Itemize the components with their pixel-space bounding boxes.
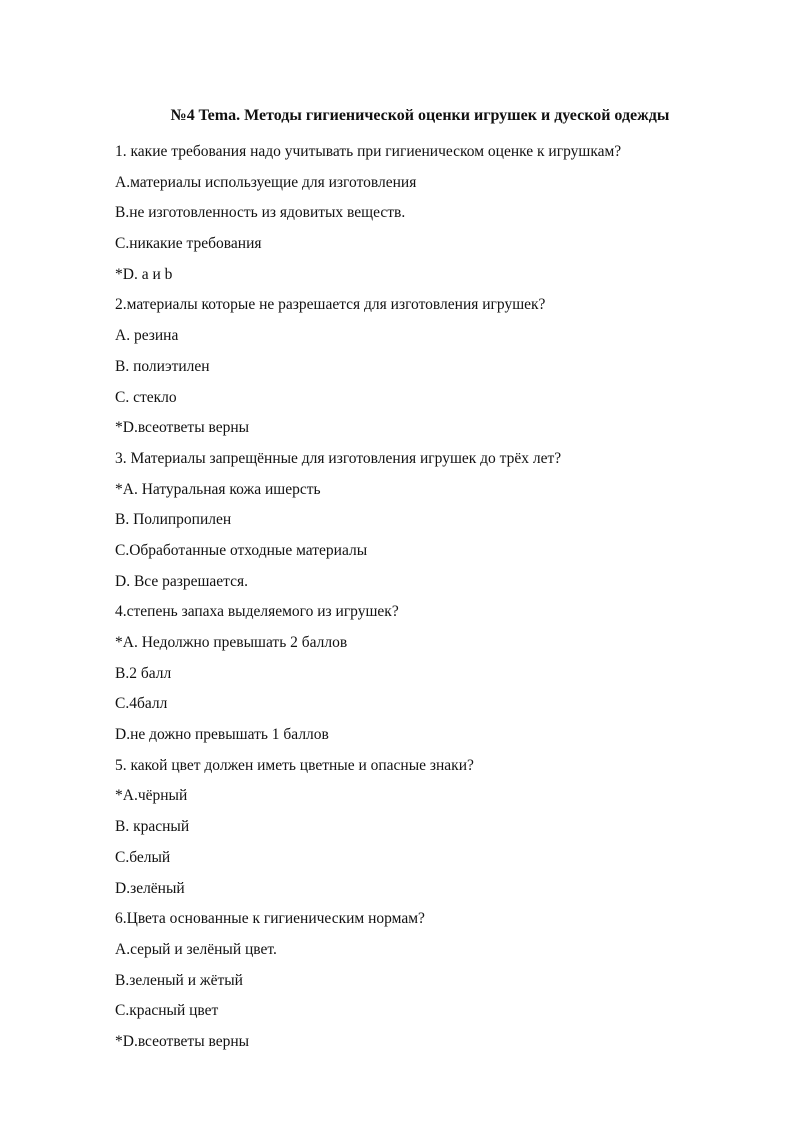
text-line: D. Все разрешается. [115,572,249,590]
text-line: 4.степень запаха выделяемого из игрушек? [115,603,399,621]
text-line: *D. a и b [115,265,173,283]
text-line: *D.всеответы верны [115,1032,250,1050]
text-line: A.серый и зелёный цвет. [115,940,277,958]
text-line: 3. Материалы запрещённые для изготовления игрушек до трёх лет? [115,449,562,467]
text-line: 1. какие требования надо учитывать при гигиеническом оценке к игрушкам? [115,143,622,160]
text-line: B. полиэтилен [115,357,210,375]
text-line: C.белый [115,848,171,866]
text-line: A.материалы используещие для изготовления [115,173,417,191]
text-line: *A. Натуральная кожа ишерсть [115,480,321,498]
text-line: B.2 балл [115,664,172,682]
text-line: B.не изготовленность из ядовитых веществ. [115,204,406,222]
text-line: 5. какой цвет должен иметь цветные и опасные знаки? [115,756,474,774]
text-line: A. резина [115,327,179,345]
text-line: D.зелёный [115,879,185,897]
text-line: C.Обработанные отходные материалы [115,541,368,559]
text-line: C.никакие требования [115,235,262,253]
text-line: D.не дожно превышать 1 баллов [115,726,329,744]
document-title: №4 Tema. Методы гигиенической оценки игрушек и дуеской одежды [170,107,670,124]
text-line: 2.материалы которые не разрешается для изготовления игрушек? [115,296,546,314]
text-line: B. красный [115,818,190,836]
text-line: C. стекло [115,388,177,406]
text-line: C.4балл [115,695,168,713]
text-line: *A.чёрный [115,787,188,805]
text-line: 6.Цвета основанные к гигиеническим нормам? [115,910,425,928]
text-line: *A. Недолжно превышать 2 баллов [115,634,348,651]
text-line: B. Полипропилен [115,511,232,529]
text-line: *D.всеответы верны [115,419,250,437]
question-list [115,140,755,1061]
text-line: C.красный цвет [115,1002,219,1020]
text-line: B.зеленый и жётый [115,971,243,989]
